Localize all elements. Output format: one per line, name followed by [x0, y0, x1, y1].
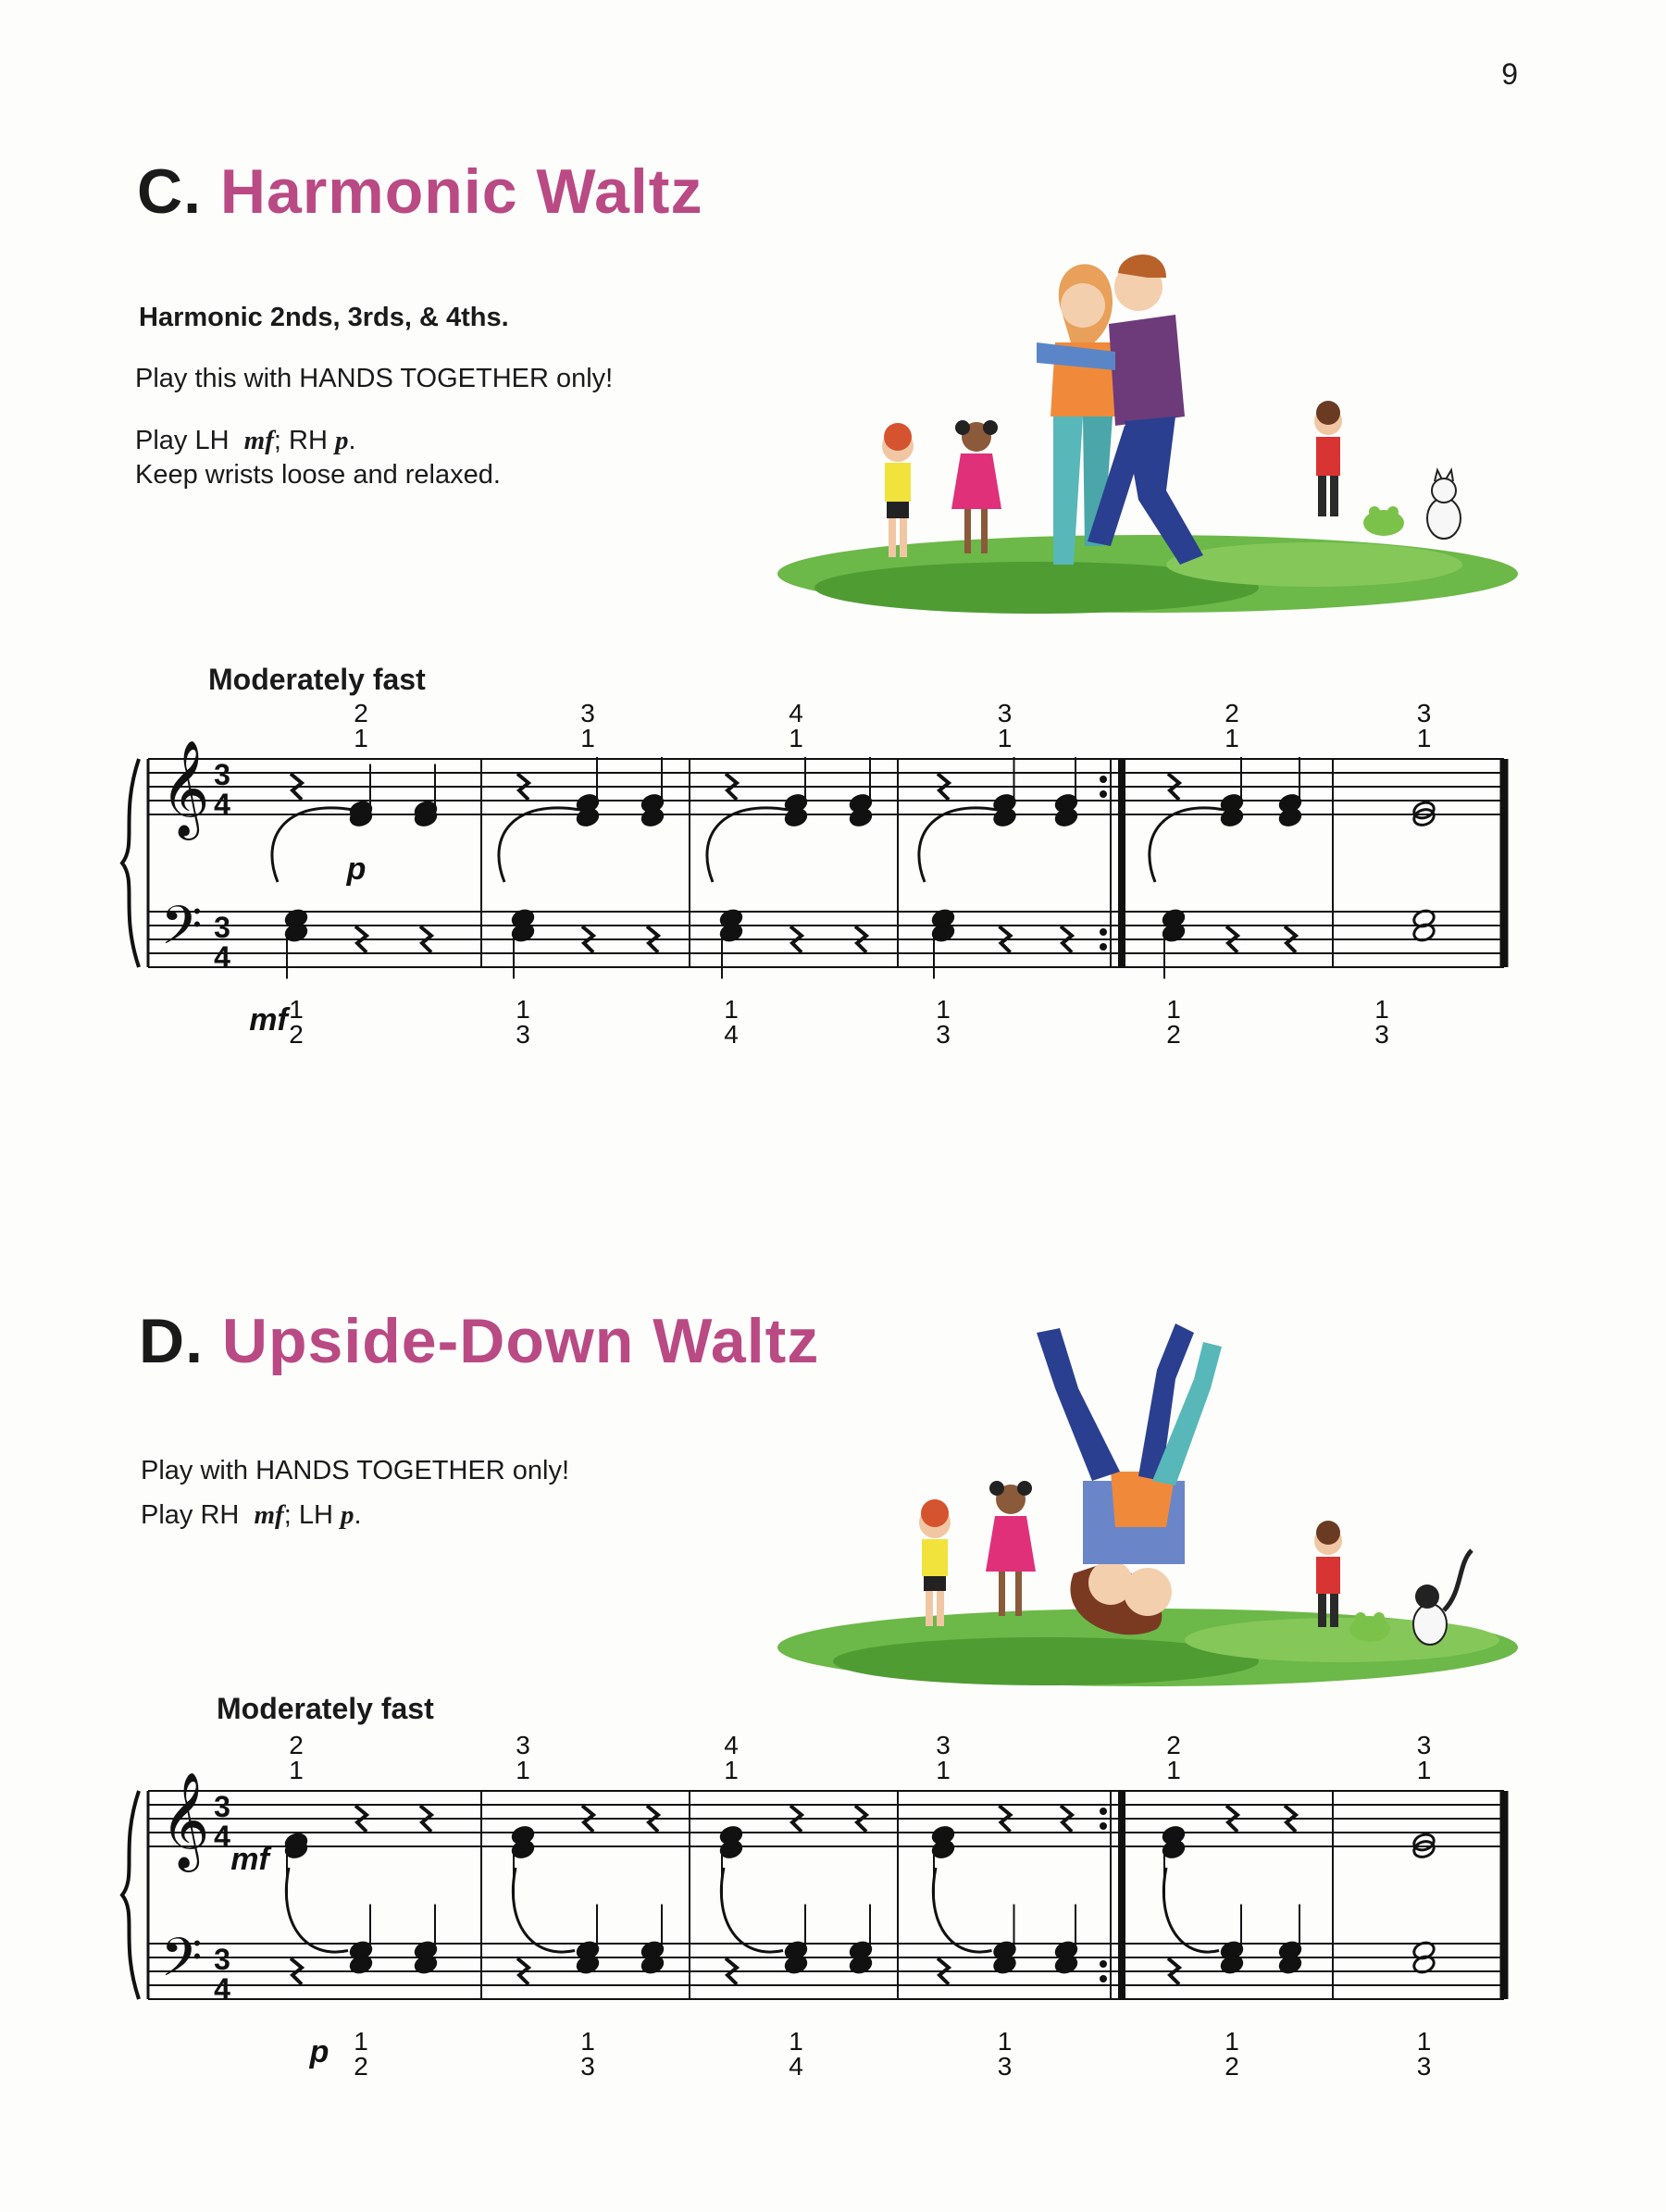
frog-figure [1349, 1612, 1390, 1642]
lh-fingering-top: 1 [997, 2027, 1013, 2056]
rh-fingering-bottom: 1 [516, 1756, 530, 1784]
lh-fingering-bottom: 2 [354, 2052, 368, 2081]
slur [286, 1868, 348, 1952]
time-signature-bottom: 4 [214, 788, 230, 821]
repeat-dot [1100, 1822, 1107, 1830]
rh-fingering-bottom: 1 [1225, 724, 1239, 752]
lh-fingering-top: 1 [1166, 995, 1181, 1024]
rh-fingering-bottom: 1 [724, 1756, 739, 1784]
section-c-score [0, 694, 1666, 1049]
lh-fingering-top: 1 [789, 2027, 803, 2056]
time-signature-top: 3 [214, 758, 230, 791]
lh-fingering-bottom: 2 [289, 1020, 304, 1049]
section-d-letter: D. [139, 1306, 204, 1376]
rh-fingering-top: 3 [1416, 699, 1432, 727]
bass-clef: 𝄢 [160, 1928, 203, 2000]
dancing-couple-illustration [759, 231, 1499, 620]
section-d-title [139, 1305, 819, 1377]
page-number: 9 [1501, 57, 1518, 91]
section-c-letter: C. [137, 156, 202, 227]
lh-fingering-bottom: 2 [1166, 1020, 1181, 1049]
time-signature-top: 3 [214, 1943, 230, 1976]
dyn-sep: ; LH [283, 1500, 333, 1530]
dyn-play-label: Play LH [135, 426, 230, 455]
rh-fingering-top: 3 [936, 1731, 951, 1759]
slur [272, 808, 354, 882]
rh-dynamic-mark: p [346, 851, 367, 887]
lh-fingering-bottom: 3 [516, 1020, 530, 1049]
rh-dynamic-mark: mf [230, 1842, 269, 1877]
rh-fingering-top: 4 [789, 699, 803, 727]
rh-fingering-bottom: 1 [936, 1756, 951, 1784]
slur [707, 808, 789, 882]
repeat-dot [1100, 943, 1107, 951]
time-signature-bottom: 4 [214, 1820, 230, 1853]
dyn-lh-mark: p [340, 1500, 354, 1530]
grand-staff-brace [122, 759, 139, 967]
lh-fingering-bottom: 3 [997, 2052, 1013, 2081]
time-signature-bottom: 4 [214, 940, 230, 974]
treble-clef: 𝄞 [160, 1774, 210, 1867]
repeat-dot [1100, 928, 1107, 936]
lh-dynamic-mark: mf [249, 1002, 288, 1038]
lh-fingering-top: 1 [354, 2027, 368, 2056]
rh-fingering-bottom: 1 [1416, 1756, 1432, 1784]
repeat-dot [1100, 790, 1107, 798]
repeat-dot [1100, 776, 1107, 783]
girl-pink-dress-figure [951, 420, 1001, 553]
section-d-instruction: Play with HANDS TOGETHER only! [141, 1456, 570, 1485]
rh-fingering-bottom: 1 [1166, 1756, 1181, 1784]
lh-fingering-bottom: 3 [1374, 1020, 1389, 1049]
rh-fingering-bottom: 1 [1416, 724, 1432, 752]
dyn-lh-mark: mf [243, 426, 274, 455]
lh-fingering-bottom: 4 [724, 1020, 739, 1049]
dyn-sep: ; RH [273, 426, 328, 455]
treble-clef: 𝄞 [160, 742, 210, 835]
rh-fingering-top: 2 [354, 699, 368, 727]
slur [1150, 808, 1225, 882]
lh-fingering-top: 1 [724, 995, 739, 1024]
child-red-hair-figure [882, 423, 914, 557]
lh-fingering-bottom: 4 [789, 2052, 803, 2081]
rh-fingering-top: 4 [724, 1731, 739, 1759]
slur [513, 1868, 575, 1952]
repeat-dot [1100, 1960, 1107, 1968]
time-signature-bottom: 4 [214, 1972, 230, 2006]
section-c-title [137, 155, 702, 228]
section-d-dynamics-line [141, 1497, 362, 1533]
rh-fingering-top: 3 [997, 699, 1013, 727]
lh-fingering-top: 1 [580, 2027, 595, 2056]
lh-fingering-top: 1 [289, 995, 304, 1024]
rh-fingering-top: 3 [1416, 1731, 1432, 1759]
lh-fingering-top: 1 [516, 995, 530, 1024]
rh-fingering-bottom: 1 [354, 724, 368, 752]
slur [933, 1868, 991, 1952]
rh-fingering-bottom: 1 [580, 724, 595, 752]
section-c-subtitle: Harmonic 2nds, 3rds, & 4ths. [139, 303, 509, 332]
lh-fingering-top: 1 [1374, 995, 1389, 1024]
time-signature-top: 3 [214, 911, 230, 944]
section-c-relax-text: Keep wrists loose and relaxed. [135, 460, 501, 490]
dyn-rh-mark: p [334, 426, 349, 455]
dyn-end: . [348, 426, 356, 455]
rh-fingering-bottom: 1 [289, 1756, 304, 1784]
lh-dynamic-mark: p [309, 2034, 329, 2069]
lh-fingering-bottom: 3 [580, 2052, 595, 2081]
lh-fingering-top: 1 [1416, 2027, 1432, 2056]
dyn-rh-mark: mf [254, 1500, 284, 1530]
repeat-dot [1100, 1808, 1107, 1815]
boy-red-shirt-figure [1314, 401, 1342, 516]
lh-fingering-top: 1 [1225, 2027, 1239, 2056]
time-signature-top: 3 [214, 1790, 230, 1823]
section-c-instruction: Play this with HANDS TOGETHER only! [135, 364, 614, 393]
slur [1163, 1868, 1219, 1952]
slur [721, 1868, 783, 1952]
boy-red-shirt-figure [1314, 1521, 1342, 1627]
rh-fingering-bottom: 1 [997, 724, 1013, 752]
rh-fingering-top: 3 [516, 1731, 530, 1759]
girl-pink-dress-figure [986, 1481, 1036, 1616]
lh-fingering-bottom: 3 [936, 1020, 951, 1049]
dyn-end: . [354, 1500, 362, 1530]
section-c-dynamics-line [135, 423, 356, 458]
rh-fingering-top: 3 [580, 699, 595, 727]
child-red-hair-figure [919, 1499, 951, 1626]
section-d-score [0, 1726, 1666, 2081]
section-d-name: Upside-Down Waltz [221, 1306, 820, 1376]
repeat-dot [1100, 1975, 1107, 1982]
slur [499, 808, 580, 882]
section-c-tempo: Moderately fast [208, 663, 426, 696]
upside-down-couple-illustration [768, 1314, 1509, 1703]
grand-staff-brace [122, 1791, 139, 1999]
bass-clef: 𝄢 [160, 896, 203, 968]
section-c-name: Harmonic Waltz [219, 156, 703, 227]
frog-figure [1363, 506, 1404, 536]
cat-figure [1427, 470, 1461, 539]
upside-down-dancers-figure [1037, 1323, 1222, 1634]
slur [919, 808, 998, 882]
rh-fingering-top: 2 [1166, 1731, 1181, 1759]
rh-fingering-top: 2 [1225, 699, 1239, 727]
rh-fingering-top: 2 [289, 1731, 304, 1759]
lh-fingering-top: 1 [936, 995, 951, 1024]
rh-fingering-bottom: 1 [789, 724, 803, 752]
lh-fingering-bottom: 3 [1416, 2052, 1432, 2081]
section-d-tempo: Moderately fast [217, 1692, 434, 1725]
dyn-play-label: Play RH [141, 1500, 240, 1530]
lh-fingering-bottom: 2 [1225, 2052, 1239, 2081]
